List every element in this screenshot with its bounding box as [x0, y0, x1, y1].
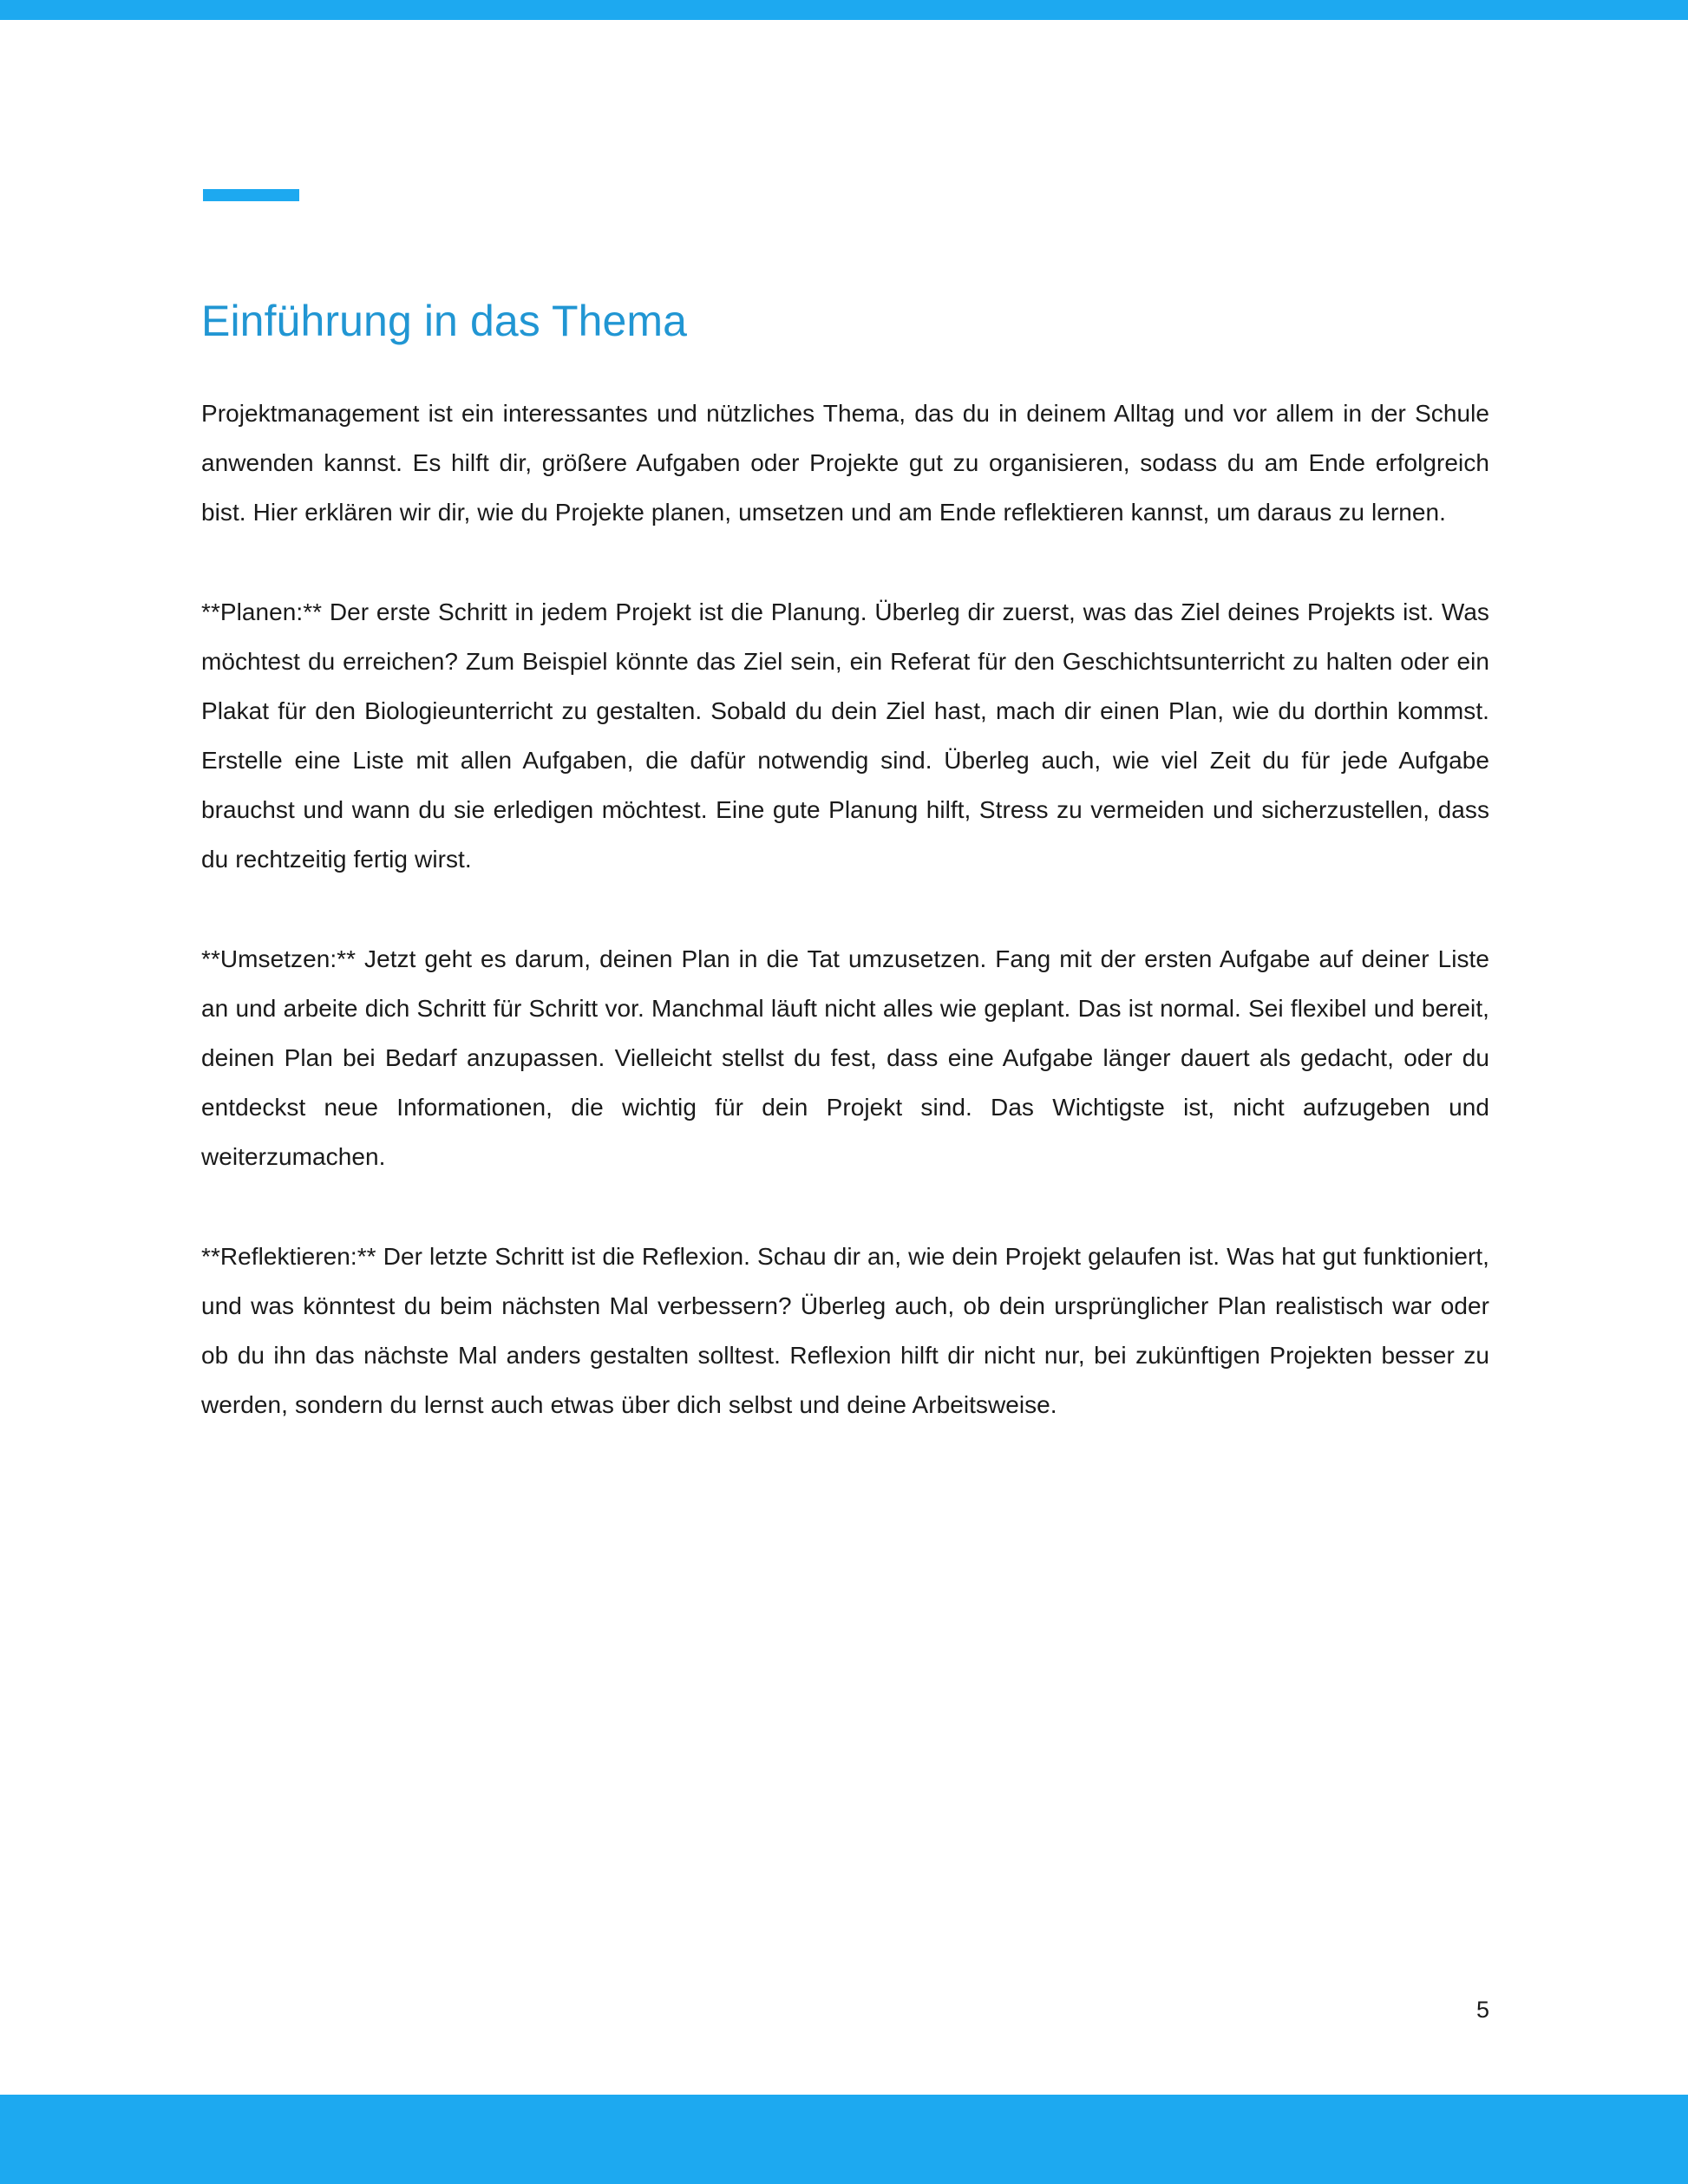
- body-text-block: [201, 389, 1489, 1429]
- heading-accent-rule: [203, 189, 299, 201]
- page-content-column: [201, 0, 1489, 2184]
- paragraph-intro: Projektmanagement ist ein interessantes und nützliches Thema, das du in deinem Alltag und vor allem in der Schule anwenden kannst. Es hilft dir, größere Aufgaben oder Projekte gut zu organisieren, sodass du am Ende erfolgreich bist. Hier erklären wir dir, wie du Projekte planen, umsetzen und am Ende reflektieren kannst, um daraus zu lernen.: [201, 400, 1489, 526]
- paragraph-umsetzen: **Umsetzen:** Jetzt geht es darum, deinen Plan in die Tat umzusetzen. Fang mit der ersten Aufgabe auf deiner Liste an und arbeite dich Schritt für Schritt vor. Manchmal läuft nicht alles wie geplant. Das ist normal. Sei flexibel und bereit, deinen Plan bei Bedarf anzupassen. Vielleicht stellst du fest, dass eine Aufgabe länger dauert als gedacht, oder du entdeckst neue Informationen, die wichtig für dein Projekt sind. Das Wichtigste ist, nicht aufzugeben und weiterzumachen.: [201, 945, 1489, 1170]
- paragraph-reflektieren: **Reflektieren:** Der letzte Schritt ist die Reflexion. Schau dir an, wie dein Projekt gelaufen ist. Was hat gut funktioniert, und was könntest du beim nächsten Mal verbessern? Überleg auch, ob dein ursprünglicher Plan realistisch war oder ob du ihn das nächste Mal anders gestalten solltest. Reflexion hilft dir nicht nur, bei zukünftigen Projekten besser zu werden, sondern du lernst auch etwas über dich selbst und deine Arbeitsweise.: [201, 1243, 1489, 1418]
- bottom-brand-bar: [0, 2095, 1688, 2184]
- page-number: 5: [1475, 1997, 1489, 2023]
- paragraph-planen: **Planen:** Der erste Schritt in jedem Projekt ist die Planung. Überleg dir zuerst, was das Ziel deines Projekts ist. Was möchtest du erreichen? Zum Beispiel könnte das Ziel sein, ein Referat für den Geschichtsunterricht zu halten oder ein Plakat für den Biologieunterricht zu gestalten. Sobald du dein Ziel hast, mach dir einen Plan, wie du dorthin kommst. Erstelle eine Liste mit allen Aufgaben, die dafür notwendig sind. Überleg auch, wie viel Zeit du für jede Aufgabe brauchst und wann du sie erledigen möchtest. Eine gute Planung hilft, Stress zu vermeiden und sicherzustellen, dass du rechtzeitig fertig wirst.: [201, 598, 1489, 873]
- page-title: Einführung in das Thema: [201, 297, 688, 345]
